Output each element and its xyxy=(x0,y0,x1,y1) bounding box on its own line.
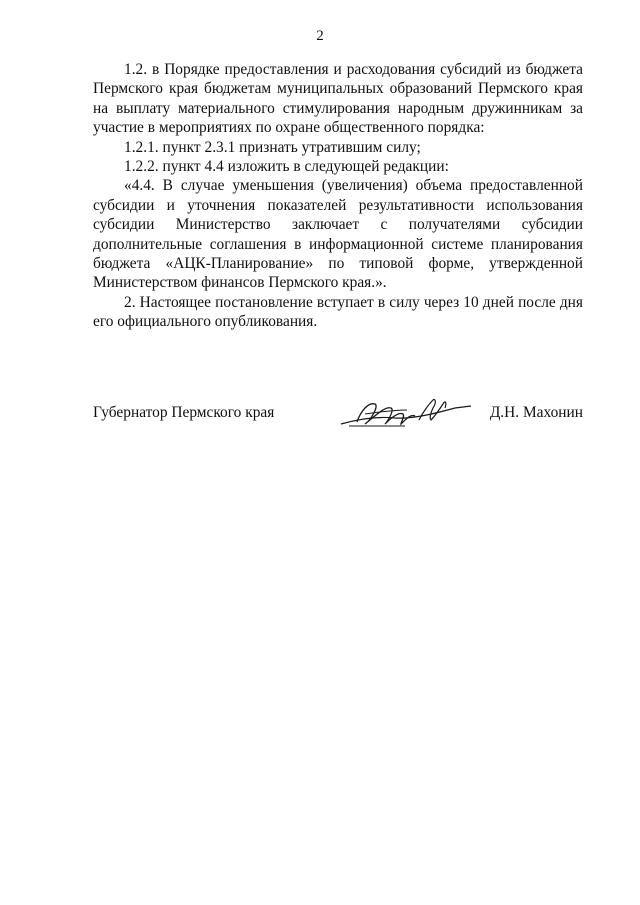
paragraph-1-2: 1.2. в Порядке предоставления и расходования субсидий из бюджета Пермского края бюджетам муниципальных образований Пермского края на выплату материального стимулирования народным дружинникам за участие в мероприятиях по охране общественного порядка: xyxy=(93,61,583,137)
handwritten-signature xyxy=(335,394,475,434)
paragraph-1-2-1: 1.2.1. пункт 2.3.1 признать утратившим силу; xyxy=(124,138,421,156)
signatory-title: Губернатор Пермского края xyxy=(93,404,275,421)
document-body xyxy=(93,60,583,332)
paragraph-2: 2. Настоящее постановление вступает в силу через 10 дней после дня его официального опубликования. xyxy=(93,293,583,331)
signatory-name: Д.Н. Махонин xyxy=(489,404,583,421)
paragraph-4-4-quote: «4.4. В случае уменьшения (увеличения) объема предоставленной субсидии и уточнения показателей результативности использования субсидии Министерство заключает с получателями субсидии дополнительные соглашения в информационной системе планирования бюджета «АЦК-Планирование» по типовой форме, утвержденной Министерством финансов Пермского края.». xyxy=(93,177,583,292)
paragraph-1-2-2: 1.2.2. пункт 4.4 изложить в следующей редакции: xyxy=(124,158,449,176)
page-number: 2 xyxy=(316,28,324,44)
signature-block xyxy=(93,396,583,436)
